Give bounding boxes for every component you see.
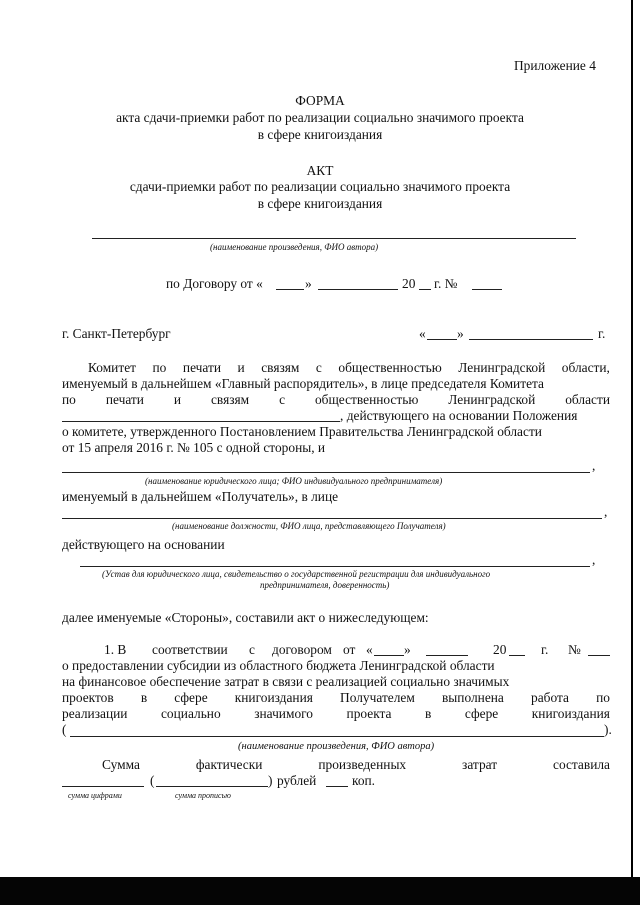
city: г. Санкт-Петербург (62, 326, 171, 341)
form-subtitle-2: в сфере книгоиздания (257, 127, 383, 142)
scan-bottom-bar (0, 877, 640, 905)
chairman-name-blank (62, 421, 340, 422)
date-open-quote: « (419, 326, 426, 341)
work-name-blank (70, 736, 604, 737)
kopecks-blank (326, 786, 348, 787)
caption-sum-digits: сумма цифрами (68, 791, 122, 800)
parties-line: далее именуемые «Стороны», составили акт о нижеследующем: (62, 610, 429, 625)
appendix-label: Приложение 4 (514, 58, 596, 73)
position-comma: , (604, 504, 608, 519)
subsidy-line-2: на финансовое обеспечение затрат в связи с реализацией социально значимых (62, 674, 510, 689)
date-close-quote: » (457, 326, 464, 341)
contract-year-blank (419, 289, 431, 290)
scan-edge-line (631, 0, 633, 877)
contract-number-blank (472, 289, 502, 290)
org-comma: , (592, 458, 596, 473)
caption-position: (наименование должности, ФИО лица, представляющего Получателя) (172, 521, 446, 531)
date-year-label: г. (598, 326, 606, 341)
contract-month-blank (318, 289, 398, 290)
caption-sum-words: сумма прописью (175, 791, 231, 800)
recipient-line: именуемый в дальнейшем «Получатель», в лице (62, 489, 339, 504)
work-author-blank (92, 238, 576, 239)
sum-digits-blank (62, 786, 144, 787)
realization-line: реализации социально значимого проекта в сфере книгоиздания (62, 706, 610, 721)
acting-basis-line: действующего на основании (62, 537, 225, 552)
work-paren-open: ( (62, 722, 67, 737)
act-subtitle-1: сдачи-приемки работ по реализации социально значимого проекта (129, 179, 511, 194)
work-paren-close: ). (604, 722, 612, 737)
contract-day-blank (276, 289, 304, 290)
basis-comma: , (592, 552, 596, 567)
representative-blank (62, 518, 602, 519)
caption-basis-2: предпринимателя, доверенность) (260, 580, 390, 590)
form-title: ФОРМА (295, 93, 345, 108)
sum-paren-close: ) (268, 773, 273, 788)
subsidy-line-1: о предоставлении субсидии из областного бюджета Ленинградской области (62, 658, 495, 673)
para-committee-line-3: по печати и связям с общественностью Ленинградской области (62, 392, 610, 407)
date-day-blank (427, 339, 457, 340)
para-committee-line-4: , действующего на основании Положения (340, 408, 578, 423)
projects-line: проектов в сфере книгоиздания Получателем выполнена работа по (62, 690, 610, 705)
sum-words-blank (156, 786, 268, 787)
date-month-blank (469, 339, 593, 340)
para-committee-line-5: о комитете, утвержденного Постановлением Правительства Ленинградской области (62, 424, 542, 439)
para-committee-line-1: Комитет по печати и связям с общественностью Ленинградской области, (88, 360, 610, 375)
basis-blank (80, 566, 590, 567)
caption-organization: (наименование юридического лица; ФИО индивидуального предпринимателя) (145, 476, 443, 486)
kopecks-label: коп. (352, 773, 376, 788)
sum-line: Сумма фактически произведенных затрат составила (102, 757, 610, 772)
act-title: АКТ (306, 163, 334, 178)
para-committee-line-6: от 15 апреля 2016 г. № 105 с одной стороны, и (62, 440, 326, 455)
caption-work-author: (наименование произведения, ФИО автора) (210, 242, 379, 252)
item1-month-blank (426, 655, 468, 656)
item1-year-blank (509, 655, 525, 656)
para-committee-line-2: именуемый в дальнейшем «Главный распорядитель», в лице председателя Комитета (62, 376, 544, 391)
organization-blank (62, 472, 590, 473)
caption-basis-1: (Устав для юридического лица, свидетельство о государственной регистрации для индивидуального (102, 569, 491, 579)
item1-day-blank (374, 655, 404, 656)
caption-work-author-2: (наименование произведения, ФИО автора) (238, 741, 435, 752)
sum-paren-open: ( (150, 773, 155, 788)
item1-number-blank (588, 655, 610, 656)
form-subtitle-1: акта сдачи-приемки работ по реализации социально значимого проекта (116, 110, 524, 125)
rubles-label: рублей (277, 773, 317, 788)
act-subtitle-2: в сфере книгоиздания (257, 196, 383, 211)
